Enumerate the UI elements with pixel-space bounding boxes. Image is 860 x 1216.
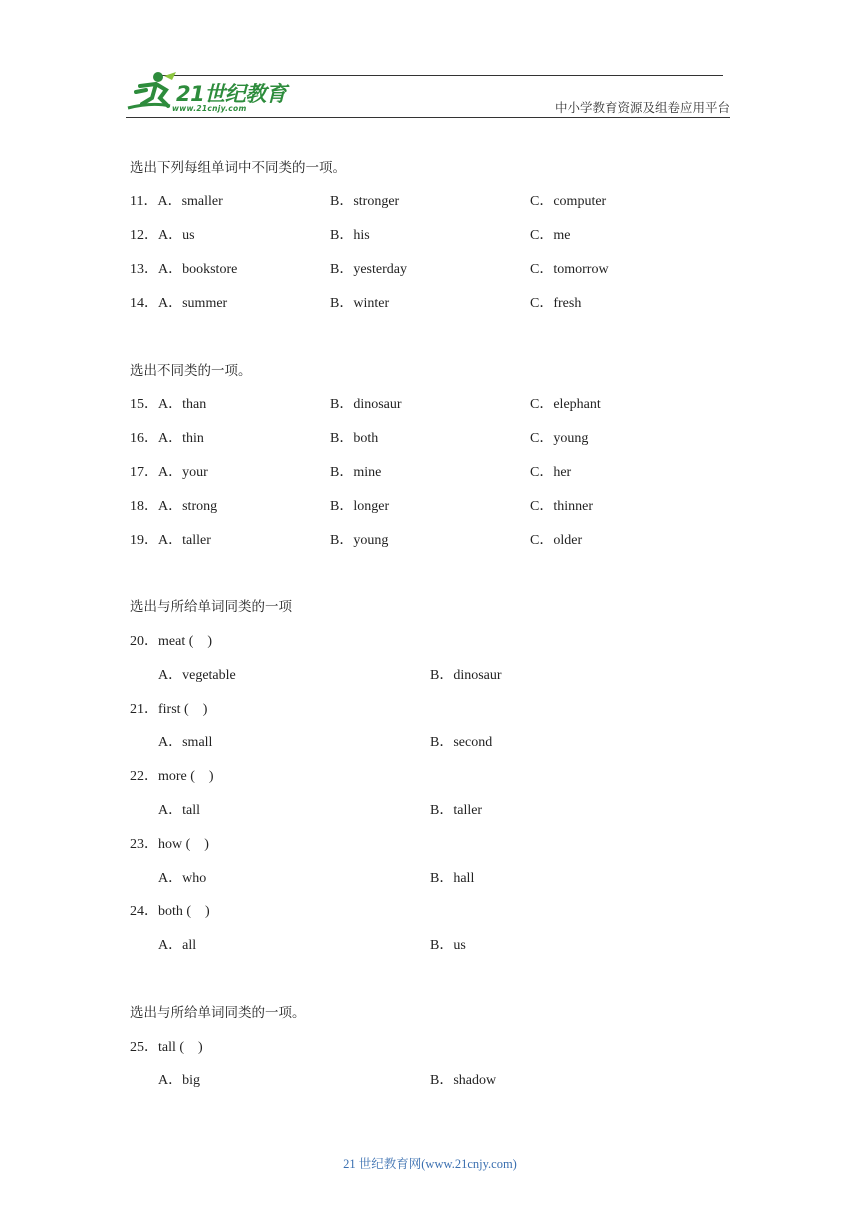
question-row [130,261,609,279]
header-platform-title: 中小学教育资源及组卷应用平台 [554,100,730,115]
option-c: C．tomorrow [530,262,609,277]
option-a: 11．A．smaller [130,194,223,209]
question-row [130,430,589,448]
question-stem: 25．tall ( ) [130,1040,203,1055]
option-a: 13．A．bookstore [130,262,238,277]
question-row [130,498,593,516]
option-a: 17．A．your [130,465,208,480]
question-stem: 24．both ( ) [130,904,210,919]
option-b: B．second [430,735,493,750]
option-c: C．computer [530,194,607,209]
option-a: 12．A．us [130,228,195,243]
option-a: A．small [158,735,213,750]
option-b: B．young [330,533,389,548]
option-b: B．dinosaur [330,397,402,412]
option-b: B．hall [430,871,475,886]
option-c: C．young [530,431,589,446]
option-a: 18．A．strong [130,499,218,514]
option-b: B．longer [330,499,390,514]
option-a: 14．A．summer [130,296,228,311]
question-stem: 20．meat ( ) [130,634,213,649]
option-b: B．his [330,228,370,243]
option-c: C．thinner [530,499,593,514]
question-row [130,532,583,550]
section-title: 选出与所给单词同类的一项。 [130,1005,306,1021]
question-row [130,464,572,482]
logo-text: 21世纪教育 [176,82,287,106]
section-title: 选出不同类的一项。 [130,363,252,379]
option-a: A．who [158,871,207,886]
option-c: C．fresh [530,296,582,311]
question-stem: 22．more ( ) [130,769,214,784]
option-b: B．both [330,431,379,446]
section-title: 选出下列每组单词中不同类的一项。 [130,160,346,176]
option-a: A．all [158,938,197,953]
section-title: 选出与所给单词同类的一项 [130,599,292,615]
question-row [130,193,607,211]
page-footer: 21 世纪教育网(www.21cnjy.com) [343,1157,517,1171]
option-c: C．her [530,465,572,480]
option-b: B．us [430,938,466,953]
question-row [130,396,601,414]
option-c: C．elephant [530,397,601,412]
question-row [130,227,571,245]
option-a: 19．A．taller [130,533,211,548]
question-row [130,295,582,313]
option-b: B．dinosaur [430,668,502,683]
option-b: B．winter [330,296,390,311]
header-rule-bottom [126,117,730,118]
option-b: B．taller [430,803,483,818]
option-c: C．me [530,228,571,243]
question-stem: 21．first ( ) [130,702,208,717]
option-c: C．older [530,533,583,548]
option-b: B．yesterday [330,262,407,277]
option-a: A．big [158,1073,200,1088]
logo-url: www.21cnjy.com [172,104,247,113]
page-header [0,0,860,125]
option-b: B．shadow [430,1073,497,1088]
option-a: 15．A．than [130,397,207,412]
option-a: 16．A．thin [130,431,204,446]
option-b: B．stronger [330,194,400,209]
option-b: B．mine [330,465,382,480]
option-a: A．vegetable [158,668,236,683]
option-a: A．tall [158,803,200,818]
question-stem: 23．how ( ) [130,837,209,852]
